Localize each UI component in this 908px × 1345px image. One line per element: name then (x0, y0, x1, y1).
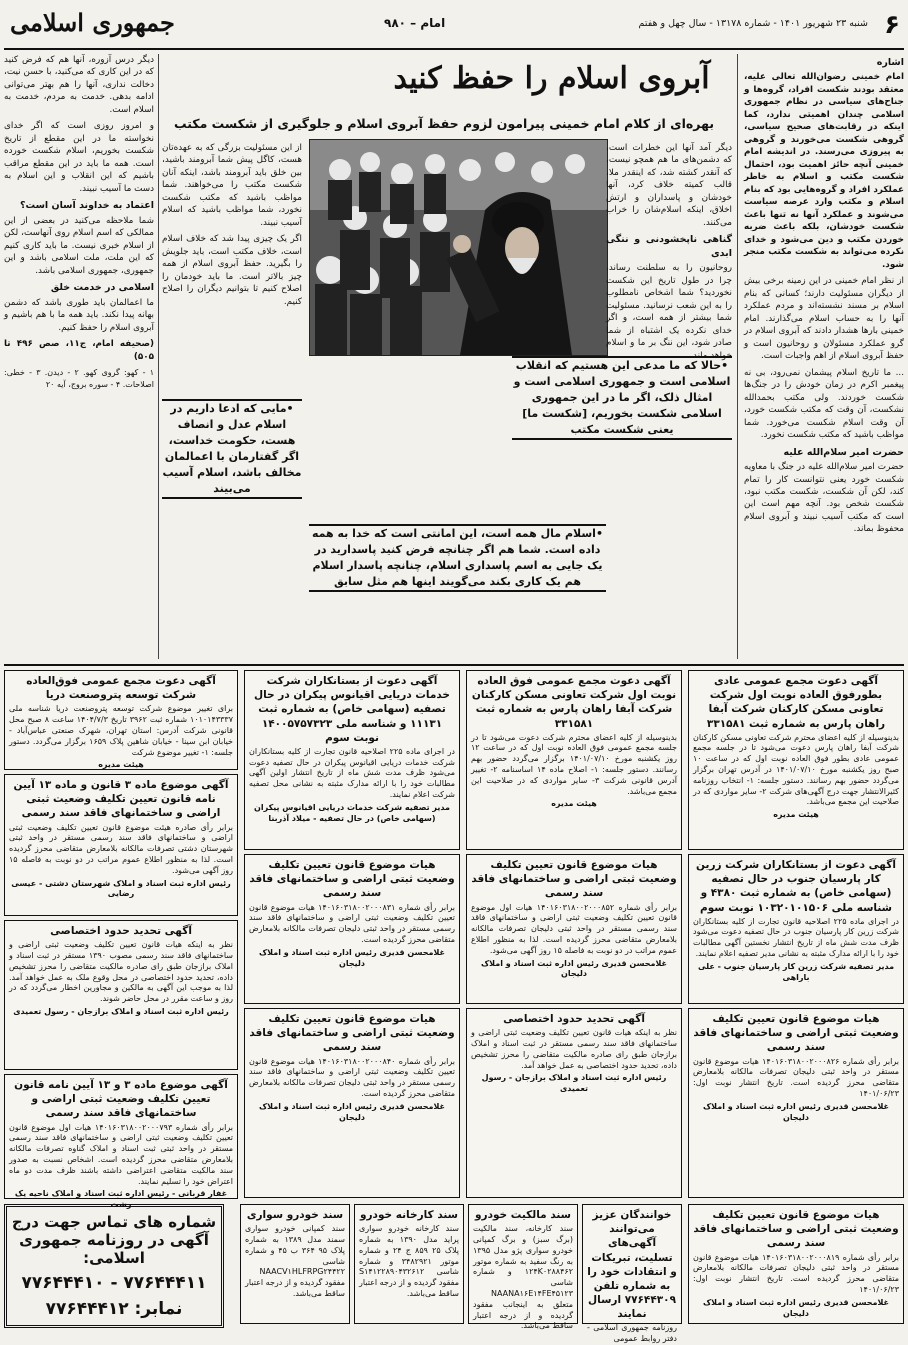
ad-signature: رئیس اداره ثبت اسناد و املاک شهرستان دشتی - عیسی رضایی (11, 878, 231, 899)
ad-title: هیات موضوع قانون تعیین تکلیف وضعیت ثبتی اراضی و ساختمانهای فاقد سند رسمی (693, 1209, 899, 1250)
ad-box (466, 1008, 682, 1198)
paragraph: اگر یک چیزی پیدا شد که خلاف اسلام است، خلاف مکتب است، باید جلویش را بگیرید. حفظ آبروی اسلام از همه چیز بالاتر است. ما باید خودمان را اصلاح کنیم تا بتوانیم دیگران را اصلاح کنیم. (162, 234, 302, 307)
ad-box (4, 1074, 238, 1210)
column-right (744, 54, 904, 659)
source-citation: (صحیفه امام، ج۱۱، صص ۴۹۶ تا ۵۰۵) (4, 339, 155, 362)
ad-body: نظر به اینکه هیات قانون تعیین تکلیف وضعیت ثبتی اراضی و ساختمانهای فاقد سند رسمی مستقر در ثبت اسناد و املاک برازجان طبق رای صادره مالکیت متقاضی را محرز تشخیص داده، تحدید حدود اختصاصی به عمل خواهد آمد. (471, 1028, 677, 1070)
newspaper-page (4, 4, 904, 1344)
paragraph: ... ما تاریخ اسلام پیشمان نمی‌رود، بی نه پیغمبر اکرم در زمان خودش را در جنگ‌ها شکست خوردند. ولی مکتب بحمدالله نشکست، آن وقت که مکتب شکست خورد، آن وقت اسلام شکست می‌خورد. شما مواظب باشید که مکتب شکست نخورد. (744, 367, 904, 441)
ad-title: آگهی دعوت از بستانکاران شرکت زرین کار پارسیان جنوب در حال تصفیه (سهامی خاص) به شماره ثبت ۴۳۸۰ و شناسه ملی ۱۰۳۲۰۱۰۱۵۰۶ نوبت سوم (696, 859, 896, 914)
issue-line: شنبه ۲۳ شهریور ۱۴۰۱ - شماره ۱۳۱۷۸ - سال چهل و هفتم (638, 18, 868, 29)
ad-title: سند مالکیت خودرو (475, 1209, 571, 1221)
ad-box (354, 1204, 464, 1324)
ad-body: نظر به اینکه هیات قانون تعیین تکلیف وضعیت ثبتی اراضی و ساختمانهای فاقد سند رسمی مصوب ۱۳۹۰ مستقر در ثبت اسناد و املاک برازجان طبق رای صادره مالکیت متقاضی را محرز تشخیص داده، تحدید حدود اختصاصی در محل وقوع ملک به عمل خواهد آمد. لذا به موجب این آگهی به مالکین و مجاورین اخطار می‌گردد که در روز و ساعت مقرر در محل حاضر شوند. (9, 940, 233, 1004)
ad-title: هیات موضوع قانون تعیین تکلیف وضعیت ثبتی اراضی و ساختمانهای فاقد سند رسمی (249, 1013, 455, 1054)
ad-box (244, 1008, 460, 1198)
ad-title: آگهی دعوت مجمع عمومی فوق‌العاده شرکت توسعه پتروصنعت دریا (26, 675, 216, 702)
subheading: اسلامی در خدمت خلق (50, 282, 154, 294)
pull-quote-1: •حالا که ما مدعی این هستیم که انقلاب اسلامی است و جمهوری اسلامی است و امثال ذلک، اگر ما در این جمهوری اسلامی شکست بخوریم، [شکست ما] یعنی شکست مکتب (512, 356, 732, 440)
ad-signature: غلامحسن قدیری رئیس اداره ثبت اسناد و املاک دلیجان (258, 1101, 446, 1122)
ad-signature: غلامحسن قدیری رئیس اداره ثبت اسناد و املاک دلیجان (258, 947, 446, 968)
ad-box (582, 1204, 682, 1344)
ad-body: بدینوسیله از کلیه اعضای محترم شرکت تعاونی مسکن کارکنان شرکت آبفا راهان پارس دعوت می‌شود تا در جلسه مجمع عمومی عادی بطور فوق العاده نوبت اول که در ساعت ۱۰ صبح روز یکشنبه مورخ ۱۴۰۱/۰۷/۱۰ در آدرس تهران برگزار می‌گردد حضور بهم رسانند. دستور جلسه: ۱- انتخاب روزنامه کثیرالانتشار جهت درج آگهی‌های شرکت ۲- سایر مواردی که در صلاحیت این مجمع می‌باشد. (693, 732, 900, 807)
ad-box (688, 854, 904, 1004)
ad-box (466, 854, 682, 1004)
subheading: گناهی ناپخشودنی و ننگی ابدی (606, 234, 732, 259)
ad-body: برابر رأی شماره ۱۴۰۱۶۰۳۱۸۰۰۲۰۰۰۸۳۱ هیات موضوع قانون تعیین تکلیف وضعیت ثبتی اراضی و ساختمانهای فاقد سند رسمی مستقر در واحد ثبتی دلیجان تصرفات مالکانه بلامعارض متقاضی محرز گردیده است. (249, 902, 455, 944)
pull-quote-2: •مایی که ادعا داریم در اسلام عدل و انصاف هست، حکومت خداست، اگر گفتارمان با اعمالمان مخالف باشد، اسلام آسیب می‌بیند (162, 399, 302, 499)
paragraph: دیگر درس آزوره، آنها هم که فرض کنید که در این کاری که می‌کنید، با حسن نیت، دخالت نداری، آنها را هم بهتر می‌توانی ادامه بدهی. خدمت به مردم، خدمت به اسلام است. (4, 55, 154, 115)
paragraph: از این مسئولیت بزرگی که به عهده‌تان هست، کاگل پیش شما آبرومند باشید، بین خلق باید آبرومند باشد، اینکه آنان شکست مکتب را می‌خواهند. شما مواظب باشید که مکتب شکست نخورد، شما مواظب باشید که اسلام آسیب نبیند. (162, 143, 302, 228)
ad-title: هیات موضوع قانون تعیین تکلیف وضعیت ثبتی اراضی و ساختمانهای فاقد سند رسمی (471, 859, 677, 900)
paragraph: ما اعمالمان باید طوری باشد که دشمن بهانه پیدا نکند. باید همه ما با هم باشیم و آبروی اسلام را حفظ کنیم. (4, 297, 154, 333)
subheading: اعتماد به خداوند آسان است؟ (20, 200, 154, 212)
ad-signature: غلامحسن قدیری رئیس اداره ثبت اسناد و املاک دلیجان (702, 1101, 890, 1122)
ad-body: روزنامه جمهوری اسلامی - دفتر روابط عمومی (587, 1323, 677, 1344)
footnotes: ۱ - کهو: گروی کهو. ۲ - دیدن. ۳ - خطی: اصلاحات. ۴ - سوره بروج، آیه ۲۰ (4, 368, 155, 389)
ad-body: برای تغییر موضوع شرکت توسعه پتروصنعت دریا شناسه ملی ۱۰۱۰۱۴۳۳۳۷ شماره ثبت ۳۹۶۲ تاریخ ۱۴۰۴/۷/۳ ساعت ۸ صبح محل قانونی شرکت آدرس: استان تهران، شهرک صنعتی عباس‌آباد - خیابان ابن سینا - خیابان شاهین پلاک ۱۶۵۹ برگزار می‌گردد. دستور جلسه: ۱- تغییر موضوع شرکت (9, 704, 234, 757)
subheadline: بهره‌ای از کلام امام خمینی پیرامون لزوم حفظ آبروی اسلام و جلوگیری از شکست مکتب (173, 116, 715, 131)
ad-box (244, 670, 460, 850)
ad-box (688, 670, 904, 850)
ad-title: آگهی موضوع ماده ۳ و ۱۳ آیین نامه قانون تعیین تکلیف وضعیت ثبتی اراضی و ساختمانهای فاقد سند رسمی (14, 1079, 228, 1120)
headline: آبروی اسلام را حفظ کنید (393, 61, 710, 96)
ad-body: در اجرای ماده ۲۲۵ اصلاحیه قانون تجارت از کلیه بستانکاران شرکت خدمات دریایی اقیانوس پیکران در حال تصفیه دعوت می‌شود ظرف مدت شش ماه از تاریخ انتشار اولین آگهی مطالبات خود را با ارائه مدارک مثبته به نشانی محل تصفیه شرکت اعلام نمایند. (249, 746, 455, 800)
ad-title: آگهی تحدید حدود اختصاصی (50, 925, 192, 937)
ad-title: آگهی دعوت از بستانکاران شرکت خدمات دریایی اقیانوس پیکران در حال تصفیه (سهامی خاص) به شماره ثبت ۱۱۱۳۱ و شناسه ملی ۱۴۰۰۵۷۵۷۳۲۳ نوبت سوم (254, 675, 450, 744)
page-number: ۶ (884, 10, 900, 40)
intro-label: اشاره (876, 57, 904, 68)
ad-body: برابر رأی شماره ۱۴۰۱۶۰۳۱۸۰۰۲۰۰۰۷۹۳ هیات اول موضوع قانون تعیین تکلیف وضعیت ثبتی اراضی و ساختمانهای فاقد سند رسمی مستقر در واحد ثبتی ثبت اسناد و املاک گناوه تصرفات مالکانه بلامعارض متقاضی محرز گردیده است. اشخاص نسبت به صدور سند مالکیت متقاضی اعتراضی داشته باشند ظرف مدت دو ماه اعتراض خود را تسلیم نمایند. (9, 1122, 233, 1186)
paragraph: و امروز روزی است که اگر خدای نخواسته ما در این مقطع از تاریخ شکست بخوریم، اسلام شکست خورده است. همه ما باید در این مقطع مراقب باشیم که این انقلاب و این اسلام به دست ما آسیب نبیند. (4, 121, 154, 194)
paragraph: از نظر امام خمینی در این زمینه برخی بیش از دیگران مسئولیت دارند؛ کسانی که بنام اسلام بر مسند نشسته‌اند و مردم عملکرد آنها را به حساب اسلام می‌گذارند. امام خمینی بارها هشدار دادند که آبروی اسلام در گرو عملکرد مسئولان و روحانیون است و حفظ آبروی اسلام از اهم واجبات است. (744, 276, 904, 362)
subheading: حضرت امیر سلام‌الله علیه (783, 446, 904, 458)
ad-signature: غفار قربانی - رئیس اداره ثبت اسناد و املاک ناحیه یک رشت (14, 1189, 228, 1210)
page-header (4, 4, 904, 50)
photo-imam-khomeini (309, 139, 608, 356)
ad-body: در اجرای ماده ۲۲۵ اصلاحیه قانون تجارت از کلیه بستانکاران شرکت زرین کار پارسیان جنوب در حال تصفیه دعوت می‌شود ظرف مدت شش ماه از تاریخ انتشار نخستین آگهی مطالبات خود را با ارائه مدارک مثبته به نشانی مدیر تصفیه اعلام نمایند. (693, 916, 899, 959)
ad-title: هیات موضوع قانون تعیین تکلیف وضعیت ثبتی اراضی و ساختمانهای فاقد سند رسمی (249, 859, 455, 900)
ad-body: برابر رأی صادره هیئت موضوع قانون تعیین تکلیف وضعیت ثبتی اراضی و ساختمانهای فاقد سند رسمی مستقر در واحد ثبتی شهرستان دشتی تصرفات مالکانه بلامعارض متقاضی محرز گردیده است. لذا به منظور اطلاع عموم مراتب در دو نوبت به فاصله ۱۵ روز آگهی می‌شود. (9, 822, 233, 875)
ad-signature: غلامحسن قدیری رئیس اداره ثبت اسناد و املاک دلیجان (702, 1297, 890, 1318)
ad-title: سند خودرو سواری (246, 1209, 344, 1221)
ad-title: آگهی دعوت مجمع عمومی فوق العاده نوبت اول شرکت تعاونی مسکن کارکنان شرکت آبفا راهان پارس به شماره ثبت ۳۳۱۵۸۱ (471, 675, 677, 730)
ad-title: خوانندگان عزیز می‌توانند آگهی‌های تسلیت، تبریکات و انتقادات خود را به شماره تلفن ۷۷۶۴۴۳۰۹ ارسال نمایند (587, 1209, 677, 1321)
column-rule (737, 54, 738, 659)
ad-body: سند کارخانه، سند مالکیت (برگ سبز) و برگ کمپانی خودرو سواری پژو مدل ۱۳۹۵ به رنگ سفید به شماره موتور ۱۲۴K۰۲۸۸۴۶۲ و شماره شاسی NAANA۱۶E۱۴FE۴۵۱۲۳ متعلق به اینجانب مفقود گردیده و از درجه اعتبار ساقط می‌باشد. (473, 1224, 573, 1331)
ad-title: آگهی دعوت مجمع عمومی عادی بطورفوق العاده نوبت اول شرکت تعاونی مسکن کارکنان شرکت آبفا راهان پارس به شماره ثبت ۳۳۱۵۸۱ (706, 675, 886, 730)
contact-fax: نمابر: ۷۷۶۴۴۴۱۲ (45, 1299, 183, 1319)
paragraph: دیگر آمد آنها این خطرات است، که دشمن‌های ما هم همچو نیست، که آنقدر کشته شد، که اینقدر ملا، قالب کمیته خلاف کرد، آنها خودشان و پاسداران و ارتش اخلاق، اینکه اسلام‌شان را خراب می‌کنند. (606, 143, 732, 228)
ad-box (688, 1204, 904, 1324)
ad-body: برابر رأی شماره ۱۴۰۱۶۰۳۱۸۰۰۲۰۰۰۸۴۰ هیات موضوع قانون تعیین تکلیف وضعیت ثبتی اراضی و ساختمانهای فاقد سند رسمی مستقر در واحد ثبتی دلیجان تصرفات مالکانه بلامعارض متقاضی محرز گردیده است. (249, 1056, 455, 1098)
ad-box (468, 1204, 578, 1331)
column-rule (158, 54, 159, 659)
ad-box (4, 920, 238, 1070)
ad-title: سند کارخانه خودرو (359, 1209, 458, 1221)
newspaper-logo: جمهوری اسلامی (10, 8, 175, 37)
column-mid-left (162, 142, 302, 392)
ad-box (244, 854, 460, 1004)
paragraph: روحانیون را به سلطنت رساند، چرا در طول تاریخ این شکست نخوردید؟ شما اشخاص نامطلوب را به این شعب نرسانید. مسئولیت شما بیشتر از همه است، و اگر خدای نکرده یک اشتباه از شما صادر شود، این ننگ بر ما و اسلام خواهد ماند. (606, 263, 732, 361)
ad-body: بدینوسیله از کلیه اعضای محترم شرکت دعوت می‌شود تا در جلسه مجمع عمومی فوق العاده نوبت اول که در ساعت ۱۲ روز یکشنبه مورخ ۱۴۰۱/۰۷/۱۰ برگزار می‌گردد حضور بهم رسانند. دستور جلسه: ۱- اصلاح ماده ۱۴ اساسنامه ۲- تغییر آدرس قانونی شرکت ۳- سایر مواردی که در صلاحیت این مجمع می‌باشد. (471, 732, 678, 796)
ad-signature: مدیر تصفیه شرکت زرین کار پارسیان جنوب - علی باراهی (697, 961, 895, 982)
paragraph: حضرت امیر سلام‌الله علیه در جنگ با معاویه شکست خورد یعنی نتوانست کار را تمام کند، لکن آن شکست، شکست مکتب نبود، شکست شخص بود. آنچه مهم است این است که مکتب آسیب نبیند و آبروی اسلام محفوظ بماند. (744, 462, 904, 535)
ad-box (688, 1008, 904, 1198)
ad-contact-box (4, 1204, 224, 1328)
ad-signature: هیئت مدیره (98, 760, 144, 770)
ad-box (240, 1204, 350, 1324)
pull-quote-3: •اسلام مال همه است، این امانتی است که خدا به همه داده است. شما هم اگر چنانچه فرض کنید پاسدارید در یک جایی به اسم پاسداری اسلام، چنانچه پاسدار اسلام هم یک کاری بکند می‌گویند اینها هم مثل سابق (309, 524, 606, 592)
ad-signature: رئیس اداره ثبت اسناد و املاک برازجان - رسول تعمیدی (13, 1006, 229, 1016)
ad-body: سند کارخانه خودرو سواری پراید مدل ۱۳۹۰ به شماره پلاک ۲۵ ۸۵۹ ج ۲۴ و شماره موتور ۳۴۸۲۹۲۱ و شماره شاسی S۱۴۱۲۲۸۹۰۴۳۲۶۱۲ مفقود گردیده و از درجه اعتبار ساقط می‌باشد. (359, 1224, 459, 1298)
section-label: امام – ۹۸۰ (384, 16, 446, 30)
ad-box (4, 670, 238, 770)
column-left (4, 54, 154, 659)
ad-body: برابر رأی شماره ۱۴۰۱۶۰۳۱۸۰۰۲۰۰۰۸۱۹ هیات موضوع قانون مستقر در واحد ثبتی دلیجان تصرفات مالکانه بلامعارض متقاضی محرز گردیده است. تاریخ انتشار نوبت اول: ۱۴۰۱/۰۶/۲۳ (693, 1252, 899, 1294)
contact-phones: ۷۷۶۴۴۴۱۰ - ۷۷۶۴۴۴۱۱ (21, 1273, 207, 1293)
ad-body: سند کمپانی خودرو سواری سمند مدل ۱۳۸۹ به شماره پلاک ۹۵ ۳۶۴ ب ۴۵ و شماره شاسی NAACV۱HLFRPG۲۴۴۲۲ مفقود گردیده و از درجه اعتبار ساقط می‌باشد. (245, 1224, 346, 1298)
paragraph: امام خمینی رضوان‌الله تعالی علیه، معتقد بودند شکست افراد، گروه‌ها و جناح‌های سیاسی در نظام جمهوری اسلامی چندان اهمیتی ندارد، کما اینکه در رقابت‌های صحیح سیاسی، گروهی شکست می‌خورند و گروهی به پیروزی می‌رسند. در اندیشه امام خمینی آنچه حائز اهمیت بود، احتمال شکست مکتب و اسلام به خاطر عملکرد افراد و گروه‌هایی بود که بنام اسلام و مکتب وارد عرصه سیاست می‌شوند و عملکرد آنها نه تنها باعث شکست خودشان، بلکه باعث ضربه خوردن مکتب و دین می‌شود و خدای نکرده می‌تواند به شکست مکتب منجر شود. (744, 72, 904, 270)
ad-signature: رئیس اداره ثبت اسناد و املاک برازجان - رسول تعمیدی (481, 1073, 667, 1094)
photo-illustration (310, 140, 607, 355)
ad-signature: غلامحسن قدیری رئیس اداره ثبت اسناد و املاک دلیجان (480, 958, 668, 979)
ad-signature: هیئت مدیره (773, 810, 819, 820)
ad-box (4, 774, 238, 916)
ad-signature: هیئت مدیره (551, 799, 597, 809)
ad-body: برابر رأی شماره ۱۴۰۱۶۰۳۱۸۰۰۲۰۰۰۸۲۶ هیات موضوع قانون مستقر در واحد ثبتی دلیجان تصرفات مالکانه بلامعارض متقاضی محرز گردیده است. تاریخ انتشار نوبت اول: ۱۴۰۱/۰۶/۲۳ (693, 1056, 899, 1098)
ad-title: آگهی موضوع ماده ۳ قانون و ماده ۱۳ آیین نامه قانون تعیین تکلیف وضعیت ثبتی اراضی و ساختمانهای فاقد سند رسمی (13, 779, 229, 820)
ad-title: هیات موضوع قانون تعیین تکلیف وضعیت ثبتی اراضی و ساختمانهای فاقد سند رسمی (693, 1013, 899, 1054)
ad-signature: مدیر تصفیه شرکت خدمات دریایی اقیانوس پیکران (سهامی خاص) در حال تصفیه - میلاد آذربنا (254, 802, 450, 823)
ad-box (466, 670, 682, 850)
ad-title: آگهی تحدید حدود اختصاصی (503, 1013, 645, 1025)
paragraph: شما ملاحظه می‌کنید در بعضی از این ممالکی که اسم اسلام روی آنهاست، لکن از اسلام خبری نیست. ما باید کاری کنیم که این ملت، ملت اسلامی باشد و این جمهوری، جمهوری اسلامی باشد. (4, 215, 154, 276)
contact-title: شماره های تماس جهت درج آگهی در روزنامه جمهوری اسلامی: (11, 1213, 217, 1267)
column-mid-right (606, 142, 732, 361)
ad-body: برابر رأی شماره ۱۴۰۱۶۰۳۱۸۰۰۲۰۰۰۸۵۲ هیات اول موضوع قانون تعیین تکلیف وضعیت ثبتی اراضی و ساختمانهای فاقد سند رسمی مستقر در واحد ثبتی دلیجان تصرفات مالکانه بلامعارض متقاضی محرز گردیده است. لذا به منظور اطلاع عموم مراتب در دو نوبت به فاصله ۱۵ روز آگهی می‌شود. (471, 902, 677, 955)
